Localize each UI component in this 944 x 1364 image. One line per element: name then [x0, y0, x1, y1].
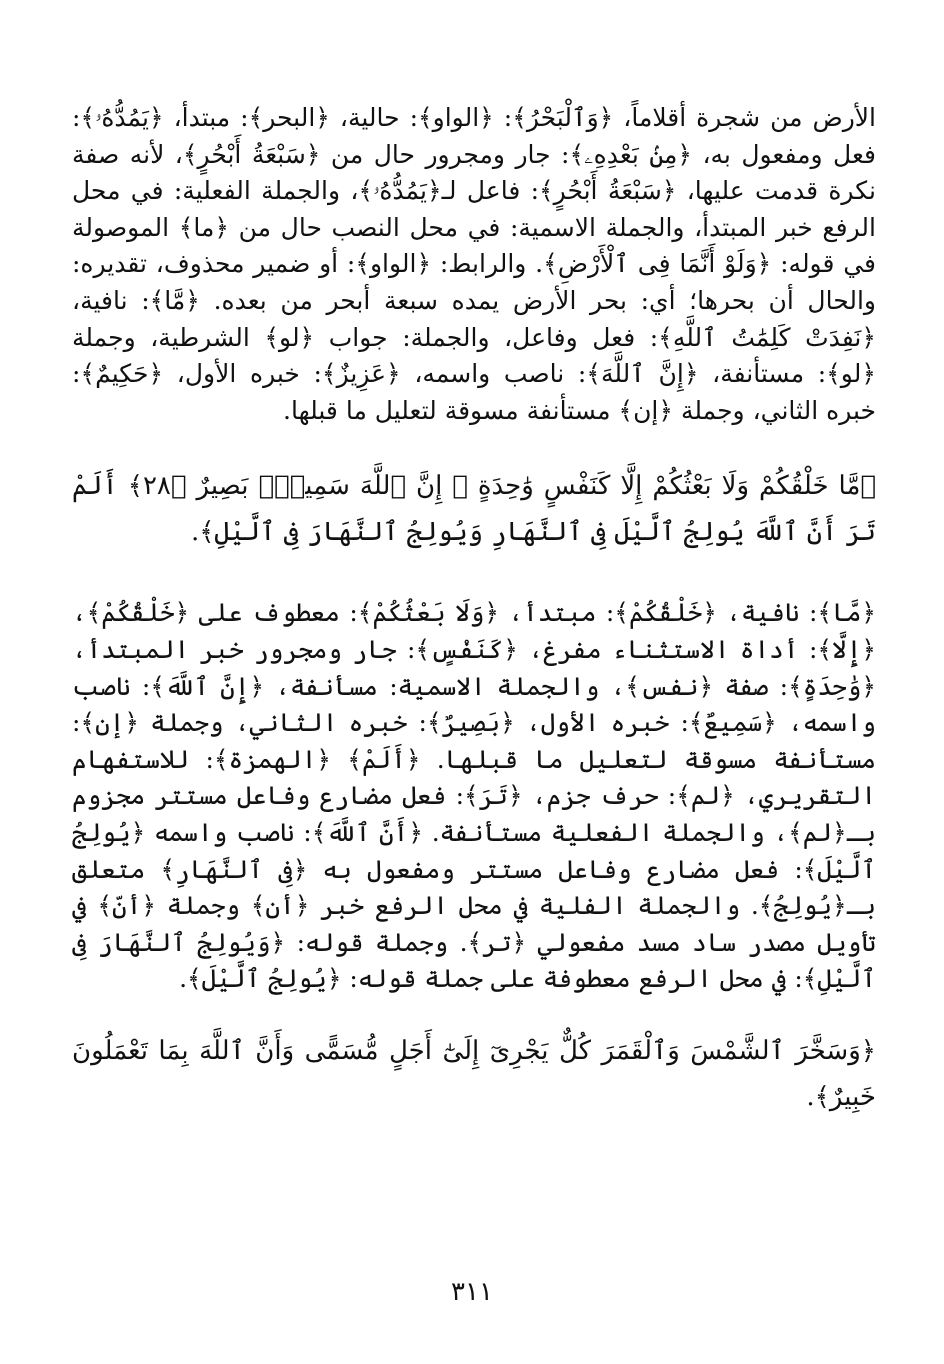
commentary-paragraph-2: ﴿مَّا﴾: نافية، ﴿خَلْقُكُمْ﴾: مبتدأ، ﴿وَلَا بَعْثُكُمْ﴾: معطوف على ﴿خَلْقُكُمْ﴾، ﴿إِلَّا﴾: أداة الاستثناء مفرغ، ﴿كَنَفْسٍ﴾: جار ومجرور خبر المبتدأ، ﴿وَٰحِدَةٍ﴾: صفة ﴿نفس﴾، والجملة الاسمية: مسأنفة، ﴿إِنَّ ٱللَّهَ﴾: ناصب واسمه، ﴿سَمِيعٌ﴾: خبره الأول، ﴿بَصِيرٌ﴾: خبره الثاني، وجملة ﴿إن﴾: مستأنفة مسوقة لتعليل ما قبلها. ﴿أَلَمْ﴾ ﴿الهمزة﴾: للاستفهام التقريري، ﴿لم﴾: حرف جزم، ﴿تَرَ﴾: فعل مضارع وفاعل مستتر مجزوم بـ﴿لم﴾، والجملة الفعلية مستأنفة. ﴿أَنَّ ٱللَّهَ﴾: ناصب واسمه ﴿يُولِجُ ٱلَّيْلَ﴾: فعل مضارع وفاعل مستتر ومفعول به ﴿فِى ٱلنَّهَارِ﴾ متعلق بـ﴿يُولِجُ﴾. والجملة الفلية في محل الرفع خبر ﴿أن﴾ وجملة ﴿أنّ﴾ في تأويل مصدر ساد مسد مفعولي ﴿تر﴾. وجملة قوله: ﴿وَيُولِجُ ٱلنَّهَارَ فِى ٱلَّيْلِ﴾: في محل الرفع معطوفة على جملة قوله: ﴿يُولِجُ ٱلَّيْلَ﴾. — [72, 598, 876, 994]
commentary-paragraph-1: الأرض من شجرة أقلاماً، ﴿وَٱلْبَحْرُ﴾: ﴿الواو﴾: حالية، ﴿البحر﴾: مبتدأ، ﴿يَمُدُّهُۥ﴾: فعل ومفعول به، ﴿مِنۢ بَعْدِهِۦ﴾: جار ومجرور حال من ﴿سَبْعَةُ أَبْحُرٍ﴾، لأنه صفة نكرة قدمت عليها، ﴿سَبْعَةُ أَبْحُرٍ﴾: فاعل لـ﴿يَمُدُّهُۥ﴾، والجملة الفعلية: في محل الرفع خبر المبتدأ، والجملة الاسمية: في محل النصب حال من ﴿ما﴾ الموصولة في قوله: ﴿وَلَوْ أَنَّمَا فِى ٱلْأَرْضِ﴾. والرابط: ﴿الواو﴾: أو ضمير محذوف، تقديره: والحال أن بحرها؛ أي: بحر الأرض يمده سبعة أبحر من بعده. ﴿مَّا﴾: نافية، ﴿نَفِدَتْ كَلِمَٰتُ ٱللَّهِ﴾: فعل وفاعل، والجملة: جواب ﴿لو﴾ الشرطية، وجملة ﴿لو﴾: مستأنفة، ﴿إِنَّ ٱللَّهَ﴾: ناصب واسمه، ﴿عَزِيزٌ﴾: خبره الأول، ﴿حَكِيمٌ﴾: خبره الثاني، وجملة ﴿إن﴾ مستأنفة مسوقة لتعليل ما قبلها. — [72, 103, 876, 425]
quran-verse-2: ﴿وَسَخَّرَ ٱلشَّمْسَ وَٱلْقَمَرَ كُلٌّ يَجْرِىٓ إِلَىٰٓ أَجَلٍ مُّسَمًّى وَأَنَّ ٱللَّهَ بِمَا تَعْمَلُونَ خَبِيرٌ﴾. — [72, 1035, 876, 1112]
spacer — [72, 429, 876, 463]
spacer — [72, 555, 876, 595]
page-body — [72, 100, 876, 1120]
quran-verse-1: ﴿مَّا خَلْقُكُمْ وَلَا بَعْثُكُمْ إِلَّا كَنَفْسٍ وَٰحِدَةٍ ۗ إِنَّ ٱللَّهَ سَمِيعٌۢ بَصِيرٌ ﴿٢٨﴾ أَلَمْ تَرَ أَنَّ ٱللَّهَ يُولِجُ ٱلَّيْلَ فِى ٱلنَّهَارِ وَيُولِجُ ٱلنَّهَارَ فِى ٱلَّيْلِ﴾. — [72, 471, 876, 548]
spacer — [72, 998, 876, 1028]
page-number: ٣١١ — [451, 1277, 493, 1307]
